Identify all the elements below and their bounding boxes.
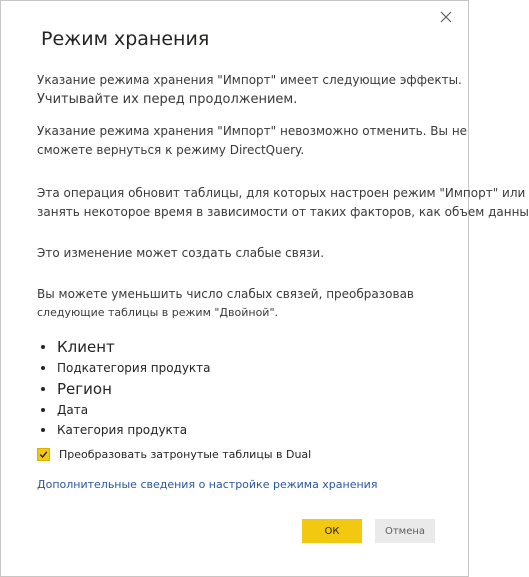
dialog-title: Режим хранения (41, 28, 210, 50)
table-name: Клиент (57, 338, 115, 356)
intro-line-1: Указание режима хранения "Импорт" имеет следующие эффекты. (37, 73, 462, 87)
list-item (37, 358, 468, 378)
list-item (37, 378, 468, 400)
convert-to-dual-label: Преобразовать затронутые таблицы в Dual (59, 448, 312, 461)
ok-button[interactable]: ОК (302, 519, 362, 543)
table-list (37, 336, 468, 440)
list-item (37, 336, 468, 358)
table-name: Дата (57, 403, 89, 417)
cancel-button[interactable]: Отмена (375, 519, 435, 543)
irreversible-line-2: сможете вернуться к режиму DirectQuery. (37, 143, 305, 157)
dialog-content (37, 71, 529, 440)
refresh-line-2: занять некоторое время в зависимости от таких факторов, как объем данны (37, 205, 529, 219)
close-icon[interactable] (438, 9, 454, 25)
weak-links-text: Это изменение может создать слабые связи. (37, 246, 325, 260)
table-name: Подкатегория продукта (57, 361, 211, 375)
storage-mode-help-link[interactable]: Дополнительные сведения о настройке режима хранения (37, 478, 378, 491)
checkmark-icon (39, 450, 48, 459)
refresh-line-1: Эта операция обновит таблицы, для которых настроен режим "Импорт" или (37, 186, 526, 200)
table-name: Категория продукта (57, 423, 188, 437)
list-item (37, 420, 468, 440)
list-item (37, 400, 468, 420)
intro-line-2: Учитывайте их перед продолжением. (37, 92, 298, 107)
table-name: Регион (57, 380, 112, 398)
irreversible-line-1: Указание режима хранения "Импорт" невозможно отменить. Вы не (37, 124, 468, 138)
convert-to-dual-checkbox[interactable] (37, 448, 50, 461)
convert-to-dual-option[interactable] (37, 448, 311, 461)
reduce-line-1: Вы можете уменьшить число слабых связей, преобразовав (37, 287, 414, 301)
reduce-line-2: следующие таблицы в режим "Двойной". (37, 306, 279, 319)
